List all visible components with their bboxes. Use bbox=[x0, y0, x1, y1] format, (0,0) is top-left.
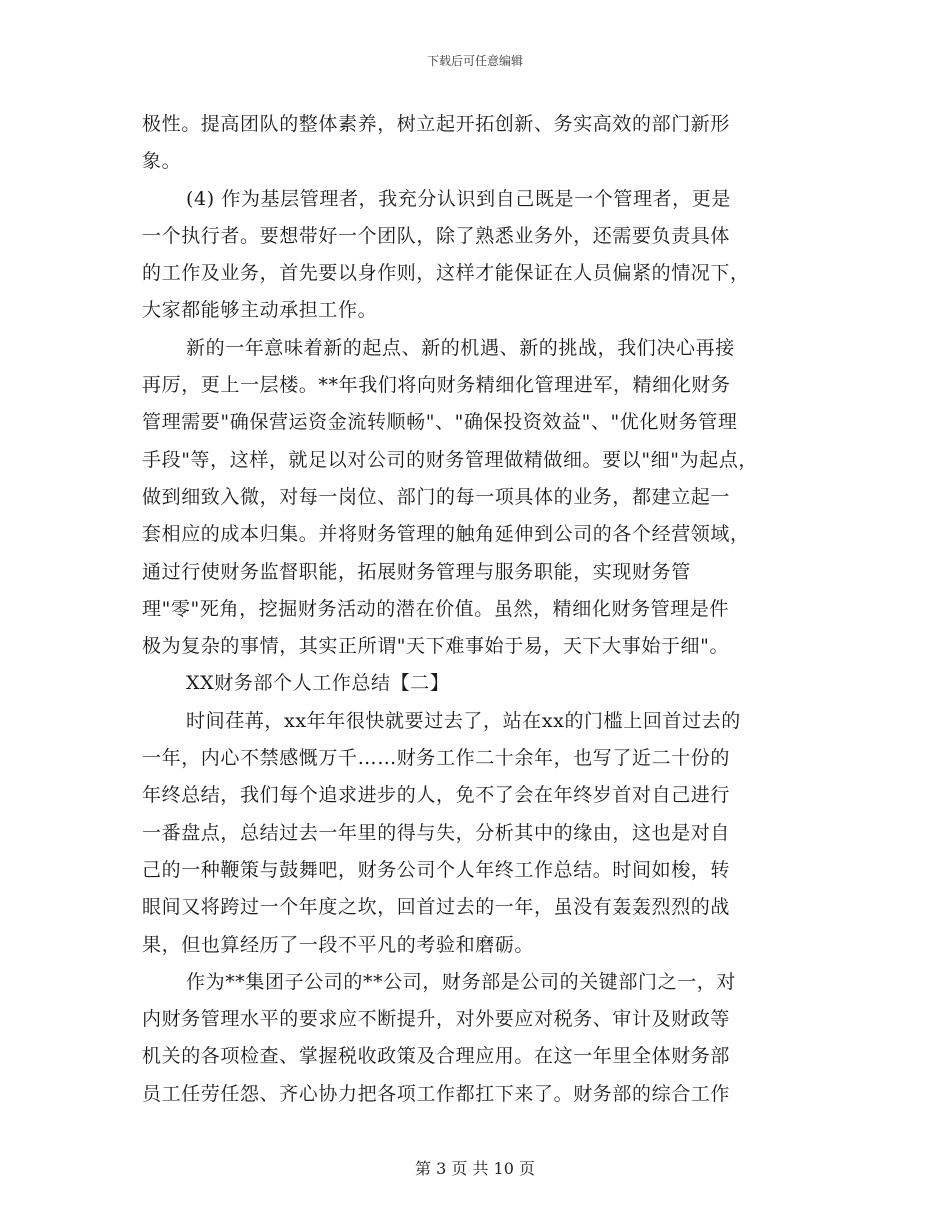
text-line: 己的一种鞭策与鼓舞吧，财务公司个人年终工作总结。时间如梭，转 bbox=[142, 858, 731, 881]
text-line: 年终总结，我们每个追求进步的人，免不了会在年终岁首对自己进行 bbox=[142, 784, 731, 807]
text-line: 机关的各项检查、掌握税收政策及合理应用。在这一年里全体财务部 bbox=[142, 1045, 731, 1068]
text-line: 一番盘点，总结过去一年里的得与失，分析其中的缘由，这也是对自 bbox=[142, 821, 731, 844]
text-line: 内财务管理水平的要求应不断提升，对外要应对税务、审计及财政等 bbox=[142, 1008, 731, 1031]
text-line: 作为**集团子公司的**公司，财务部是公司的关键部门之一，对 bbox=[186, 970, 737, 993]
document-body bbox=[142, 106, 822, 1113]
text-line: 手段"等，这样，就足以对公司的财务管理做精做细。要以"细"为起点， bbox=[142, 448, 759, 471]
text-line: 管理需要"确保营运资金流转顺畅"、"确保投资效益"、"优化财务管理 bbox=[142, 411, 738, 434]
text-line: 再厉，更上一层楼。**年我们将向财务精细化管理进军，精细化财务 bbox=[142, 374, 731, 397]
text-line: (4) 作为基层管理者，我充分认识到自己既是一个管理者，更是 bbox=[186, 187, 731, 210]
text-line: 一年，内心不禁感慨万千……财务工作二十余年，也写了近二十份的 bbox=[142, 747, 731, 770]
page-footer: 第 3 页 共 10 页 bbox=[415, 1159, 535, 1178]
text-line: 的工作及业务，首先要以身作则，这样才能保证在人员偏紧的情况下， bbox=[142, 262, 750, 285]
text-line: 套相应的成本归集。并将财务管理的触角延伸到公司的各个经营领域， bbox=[142, 523, 750, 546]
text-line: 极为复杂的事情，其实正所谓"天下难事始于易，天下大事始于细"。 bbox=[142, 635, 730, 658]
text-line: 极性。提高团队的整体素养，树立起开拓创新、务实高效的部门新形 bbox=[142, 113, 731, 135]
text-line: 眼间又将跨过一个年度之坎，回首过去的一年，虽没有轰轰烈烈的战 bbox=[142, 896, 731, 919]
text-line: 新的一年意味着新的起点、新的机遇、新的挑战，我们决心再接 bbox=[186, 336, 735, 359]
text-line: 做到细致入微，对每一岗位、部门的每一项具体的业务，都建立起一 bbox=[142, 485, 731, 508]
text-line: 员工任劳任怨、齐心协力把各项工作都扛下来了。财务部的综合工作 bbox=[142, 1082, 731, 1105]
text-line: 大家都能够主动承担工作。 bbox=[142, 299, 378, 322]
text-line: 理"零"死角，挖掘财务活动的潜在价值。虽然，精细化财务管理是件 bbox=[142, 597, 730, 620]
text-line: 果，但也算经历了一段不平凡的考验和磨砺。 bbox=[142, 933, 535, 956]
text-line: 时间荏苒，xx年年很快就要过去了，站在xx的门槛上回首过去的 bbox=[186, 709, 741, 732]
text-line: 一个执行者。要想带好一个团队，除了熟悉业务外，还需要负责具体 bbox=[142, 224, 731, 247]
page-header: 下载后可任意编辑 bbox=[426, 54, 523, 68]
text-line: XX财务部个人工作总结【二】 bbox=[186, 672, 450, 695]
text-line: 通过行使财务监督职能，拓展财务管理与服务职能，实现财务管 bbox=[142, 560, 691, 583]
text-line: 象。 bbox=[142, 150, 182, 173]
